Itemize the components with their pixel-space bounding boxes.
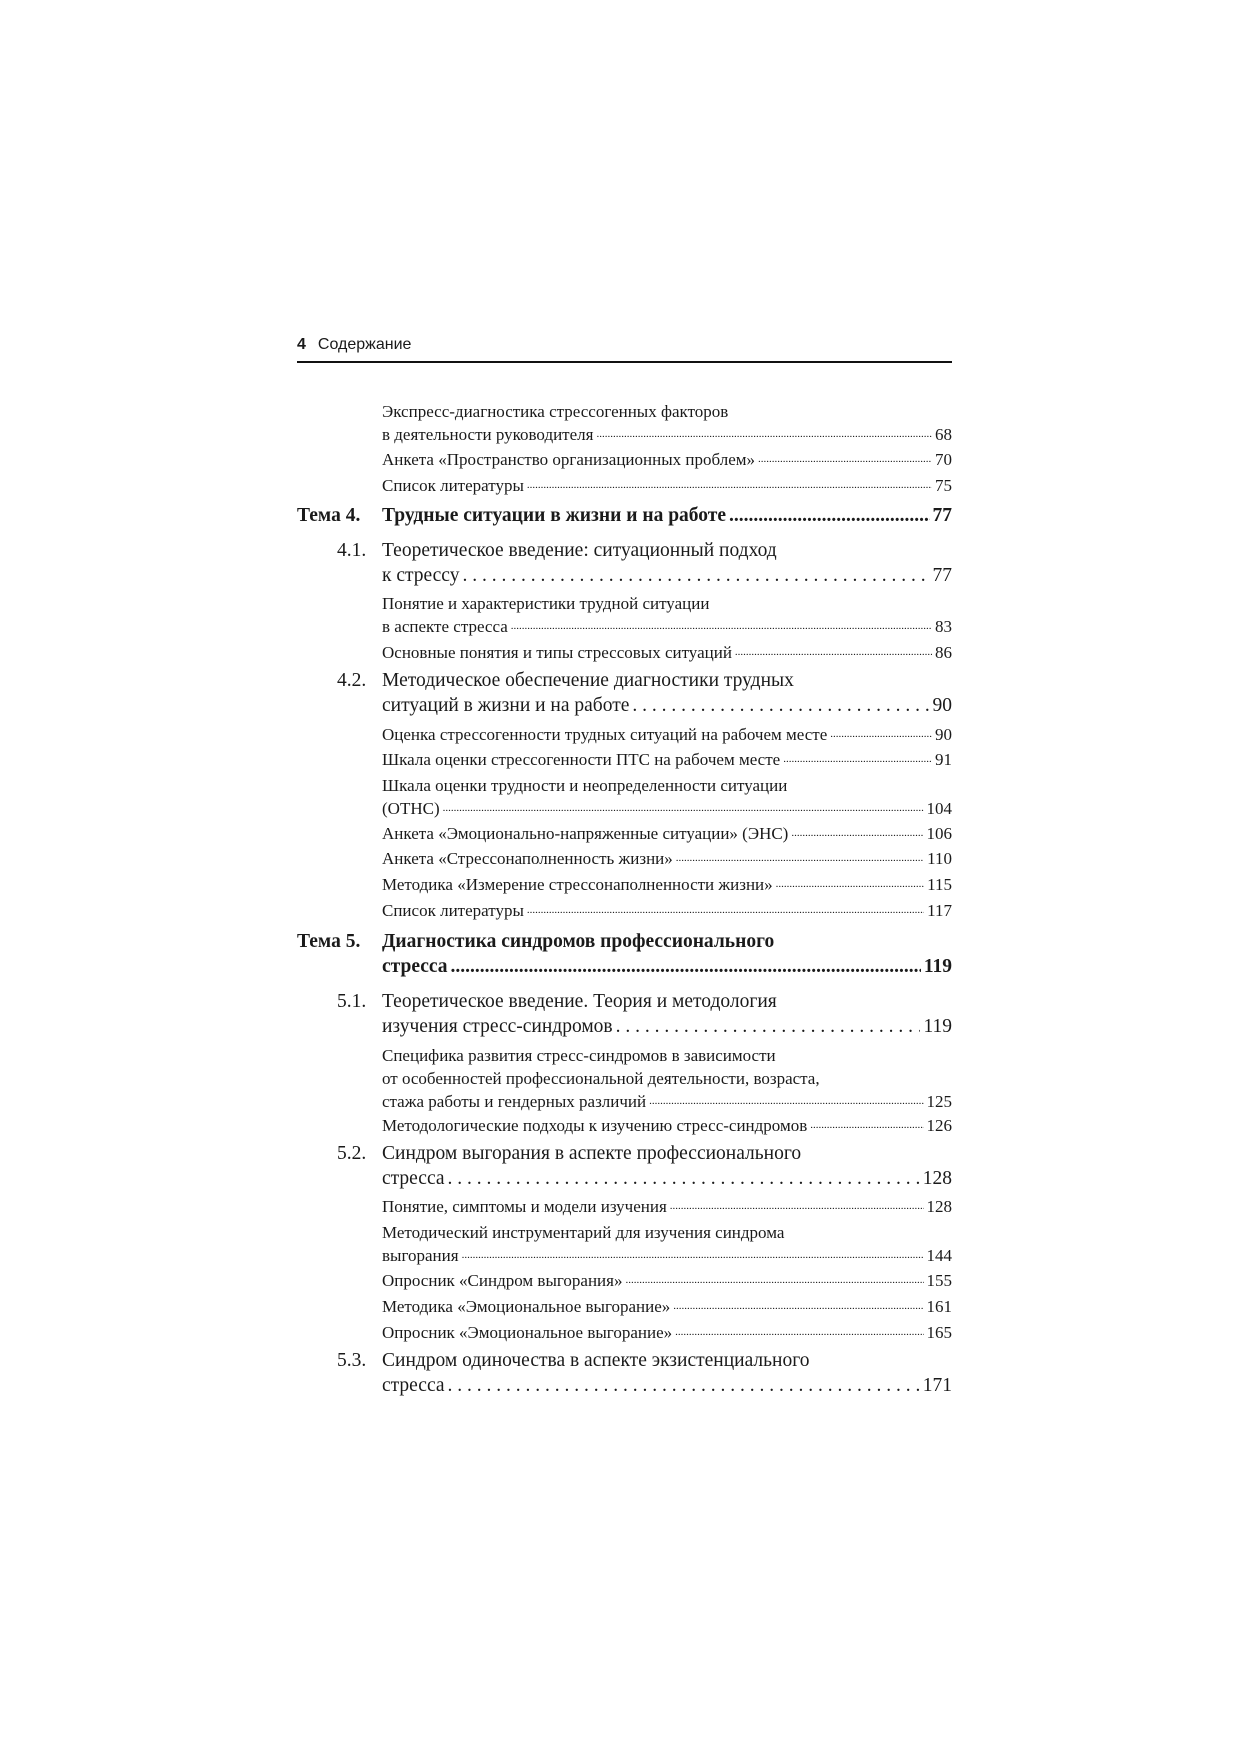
entry-title-line: в аспекте стресса: [382, 617, 508, 637]
toc-entry-sub[interactable]: [297, 1195, 952, 1218]
entry-page-number: 106: [926, 823, 952, 843]
entry-page-number: 83: [935, 617, 952, 637]
entry-title-line: в деятельности руководителя: [382, 425, 594, 445]
toc-entry-sec[interactable]: [297, 989, 952, 1039]
entry-title-line: Теоретическое введение: ситуационный подход: [382, 539, 777, 561]
entry-page-number: 115: [927, 874, 952, 894]
toc-entry-sub[interactable]: [297, 448, 952, 471]
entry-title-line: ситуаций в жизни и на работе: [382, 694, 630, 716]
toc-entry-sub[interactable]: [297, 641, 952, 664]
entry-page-number: 110: [927, 848, 952, 868]
dot-leader: [443, 797, 924, 820]
entry-title-line: стресса: [382, 956, 448, 978]
entry-page-number: 70: [935, 449, 952, 469]
entry-page-number: 128: [922, 1167, 952, 1189]
entry-page-number: 165: [926, 1323, 952, 1343]
dot-leader: [511, 615, 932, 638]
toc-entry-sub[interactable]: [297, 1044, 952, 1113]
entry-page-number: 90: [935, 724, 952, 744]
entry-title-line: Шкала оценки стрессогенности ПТС на рабочем месте: [382, 749, 781, 769]
dot-leader: [649, 1090, 923, 1113]
entry-title-line: Анкета «Эмоционально-напряженные ситуации» (ЭНС): [382, 823, 789, 843]
entry-title-line: Список литературы: [382, 475, 524, 495]
entry-title-line: Экспресс-диагностика стрессогенных факторов: [382, 402, 729, 422]
toc-entry-chap[interactable]: [297, 929, 952, 979]
entry-title-line: Шкала оценки трудности и неопределенности ситуации: [382, 775, 788, 795]
entry-page-number: 161: [926, 1297, 952, 1317]
dot-leader: [830, 723, 932, 746]
dot-leader: [810, 1114, 923, 1137]
toc-entry-sub[interactable]: [297, 873, 952, 896]
entry-title-line: Основные понятия и типы стрессовых ситуаций: [382, 642, 732, 662]
toc-entry-sec[interactable]: [297, 668, 952, 718]
header-rule: [297, 361, 952, 363]
entry-page-number: 91: [935, 749, 952, 769]
entry-page-number: 75: [935, 475, 952, 495]
dot-leader: [791, 822, 923, 845]
running-title: Содержание: [317, 336, 412, 353]
page-number: 4: [297, 336, 306, 353]
dot-leader: [783, 748, 932, 771]
entry-title-line: Трудные ситуации в жизни и на работе: [382, 505, 727, 527]
entry-title-line: Теоретическое введение. Теория и методология: [382, 990, 777, 1012]
entry-title-line: Опросник «Эмоциональное выгорание»: [382, 1323, 673, 1343]
entry-page-number: 86: [935, 642, 952, 662]
toc-entry-sub[interactable]: [297, 748, 952, 771]
toc-entry-sub[interactable]: [297, 1269, 952, 1292]
toc-entry-sub[interactable]: [297, 1221, 952, 1267]
entry-page-number: 90: [932, 694, 952, 716]
entry-number: Тема 4.: [297, 505, 361, 527]
entry-title-line: Методика «Эмоциональное выгорание»: [382, 1297, 671, 1317]
dot-leader: [735, 641, 932, 664]
entry-title-line: стажа работы и гендерных различий: [382, 1091, 647, 1111]
dot-leader: [676, 847, 924, 870]
entry-page-number: 77: [932, 505, 952, 527]
entry-title-line: Синдром одиночества в аспекте экзистенциального: [382, 1350, 810, 1372]
toc-entry-sub[interactable]: [297, 847, 952, 870]
dot-leader: [673, 1295, 923, 1318]
entry-title-line: Методика «Измерение стрессонаполненности жизни»: [382, 874, 773, 894]
dot-leader: [448, 1373, 920, 1398]
toc-entry-chap[interactable]: [297, 503, 952, 528]
entry-title-line: Понятие, симптомы и модели изучения: [382, 1197, 667, 1217]
toc-entry-sub[interactable]: [297, 774, 952, 820]
entry-title-line: Синдром выгорания в аспекте профессионального: [382, 1142, 802, 1164]
dot-leader: [776, 873, 924, 896]
dot-leader: [527, 899, 924, 922]
dot-leader: [729, 503, 929, 528]
entry-title-line: к стрессу: [382, 564, 460, 586]
entry-page-number: 171: [922, 1375, 952, 1397]
dot-leader: [448, 1166, 920, 1191]
entry-page-number: 119: [923, 956, 952, 978]
entry-number: 5.2.: [337, 1142, 367, 1164]
entry-number: 5.1.: [337, 990, 367, 1012]
entry-title-line: изучения стресс-синдромов: [382, 1015, 613, 1037]
entry-title-line: Методическое обеспечение диагностики трудных: [382, 669, 794, 691]
dot-leader: [632, 693, 929, 718]
entry-title-line: Диагностика синдромов профессионального: [382, 931, 775, 953]
dot-leader: [527, 474, 932, 497]
toc-entry-sub[interactable]: [297, 1295, 952, 1318]
dot-leader: [462, 563, 929, 588]
toc-entry-sub[interactable]: [297, 899, 952, 922]
toc-entry-sub[interactable]: [297, 474, 952, 497]
toc-entry-sec[interactable]: [297, 1348, 952, 1398]
entry-title-line: Методический инструментарий для изучения синдрома: [382, 1222, 785, 1242]
toc-entry-sec[interactable]: [297, 538, 952, 588]
entry-title-line: Методологические подходы к изучению стресс-синдромов: [382, 1115, 808, 1135]
toc-entry-sub[interactable]: [297, 1321, 952, 1344]
entry-page-number: 125: [926, 1091, 952, 1111]
toc-entry-sub[interactable]: [297, 592, 952, 638]
entry-page-number: 77: [932, 564, 952, 586]
entry-title-line: (ОТНС): [382, 798, 440, 818]
toc-entry-sec[interactable]: [297, 1141, 952, 1191]
dot-leader: [758, 448, 932, 471]
entry-title-line: стресса: [382, 1167, 445, 1189]
entry-page-number: 117: [927, 900, 952, 920]
dot-leader: [670, 1195, 924, 1218]
dot-leader: [451, 954, 921, 979]
dot-leader: [616, 1014, 921, 1039]
toc-entry-sub[interactable]: [297, 400, 952, 446]
toc-entry-sub[interactable]: [297, 822, 952, 845]
dot-leader: [625, 1269, 923, 1292]
entry-page-number: 144: [926, 1245, 952, 1265]
entry-title-line: выгорания: [382, 1245, 459, 1265]
entry-number: 5.3.: [337, 1350, 367, 1372]
entry-page-number: 104: [926, 798, 952, 818]
entry-title-line: Список литературы: [382, 900, 524, 920]
entry-number: 4.1.: [337, 539, 367, 561]
dot-leader: [596, 423, 932, 446]
entry-title-line: Опросник «Синдром выгорания»: [382, 1271, 623, 1291]
entry-title-line: от особенностей профессиональной деятельности, возраста,: [382, 1068, 820, 1088]
entry-page-number: 68: [935, 425, 952, 445]
toc-entry-sub[interactable]: [297, 723, 952, 746]
running-header: [297, 336, 411, 354]
dot-leader: [675, 1321, 923, 1344]
entry-page-number: 128: [926, 1197, 952, 1217]
entry-title-line: Специфика развития стресс-синдромов в зависимости: [382, 1045, 776, 1065]
entry-title-line: Анкета «Пространство организационных проблем»: [382, 449, 755, 469]
entry-page-number: 126: [926, 1115, 952, 1135]
entry-title-line: стресса: [382, 1375, 445, 1397]
toc-entry-sub[interactable]: [297, 1114, 952, 1137]
entry-title-line: Понятие и характеристики трудной ситуации: [382, 594, 710, 614]
entry-title-line: Анкета «Стрессонаполненность жизни»: [382, 848, 673, 868]
entry-page-number: 155: [926, 1271, 952, 1291]
entry-title-line: Оценка стрессогенности трудных ситуаций на рабочем месте: [382, 724, 828, 744]
dot-leader: [462, 1244, 924, 1267]
entry-number: 4.2.: [337, 669, 367, 691]
entry-page-number: 119: [923, 1015, 952, 1037]
entry-number: Тема 5.: [297, 931, 361, 953]
